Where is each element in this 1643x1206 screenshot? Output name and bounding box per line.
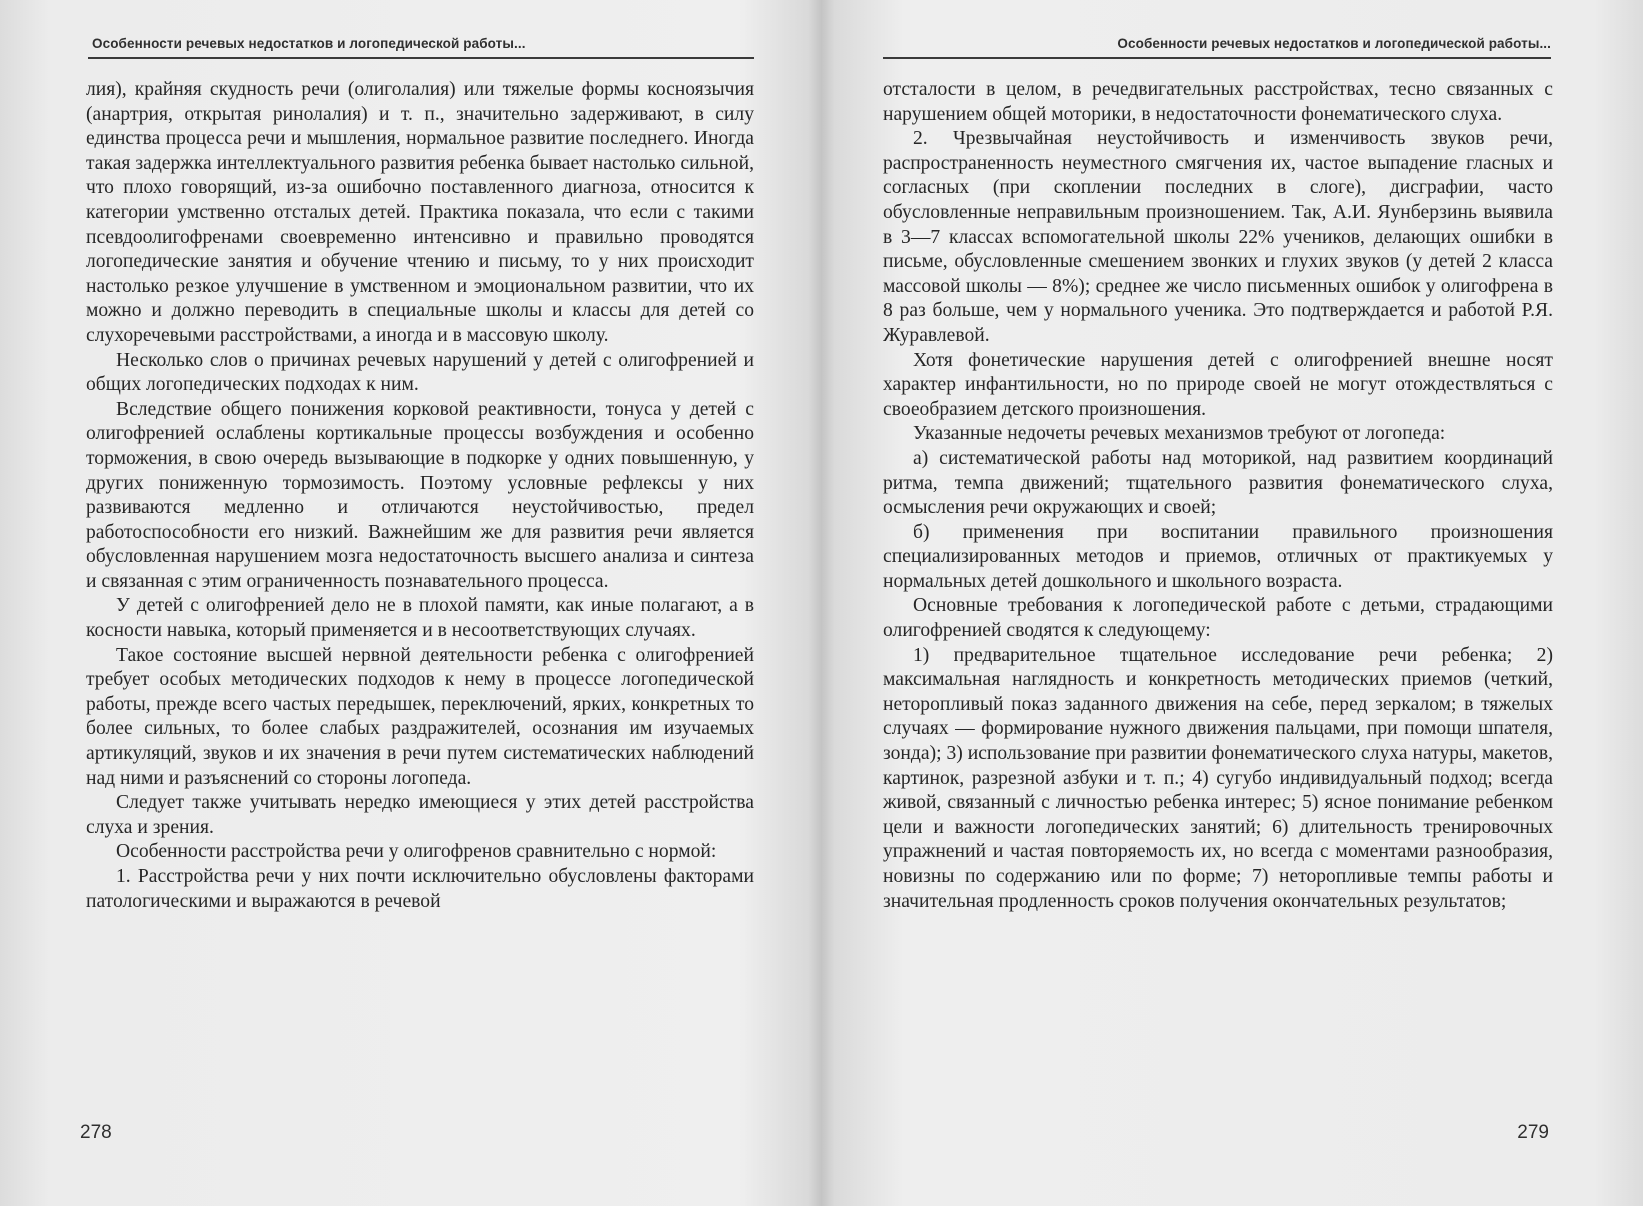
paragraph: Особенности расстройства речи у олигофренов сравнительно с нормой:	[116, 841, 717, 863]
page-body	[86, 78, 754, 914]
paragraph: 1. Расстройства речи у них почти исключительно обусловлены факторами патологическими и выражаются в речевой	[86, 866, 754, 912]
paragraph: Такое состояние высшей нервной деятельности ребенка с олигофренией требует особых методических подходов к нему в процессе логопедической работы, прежде всего частых передышек, переключений, ярких, конкретных то более сильных, то более слабых раздражителей, осознания им изучаемых артикуляций, звуков и их значения в речи путем систематических наблюдений над ними и разъяснений со стороны логопеда.	[86, 644, 754, 789]
paragraph: лия), крайняя скудность речи (олиголалия) или тяжелые формы косноязычия (анартрия, открытая ринолалия) и т. п., значительно задерживают, в силу единства процесса речи и мышления, нормальное развитие последнего. Иногда такая задержка интеллектуального развития ребенка бывает настолько сильной, что плохо говорящий, из-за ошибочно поставленного диагноза, относится к категории умственно отсталых детей. Практика показала, что если с такими псевдоолигофренами своевременно интенсивно и правильно проводятся логопедические занятия и обучение чтению и письму, то у них происходит настолько резкое улучшение в умственном и эмоциональном развитии, что их можно и должно переводить в специальные школы и классы для детей со слухоречевыми расстройствами, а иногда и в массовую школу.	[86, 79, 754, 346]
paragraph: Основные требования к логопедической работе с детьми, страдающими олигофренией сводятся к следующему:	[883, 595, 1553, 642]
header-rule	[88, 57, 754, 59]
paragraph: а) систематической работы над моторикой, над развитием координаций ритма, темпа движений; тщательного развития фонематического слуха, осмысления речи окружающих и своей;	[883, 447, 1553, 519]
paragraph: Хотя фонетические нарушения детей с олигофренией внешне носят характер инфантильности, но по природе своей не могут отождествляться с своеобразием детского произношения.	[883, 349, 1553, 420]
paragraph: б) применения при воспитании правильного произношения специализированных методов и приемов, отличных от практикуемых у нормальных детей дошкольного и школьного возраста.	[883, 521, 1553, 592]
paragraph: отсталости в целом, в речедвигательных расстройствах, тесно связанных с нарушением общей моторики, в недостаточности фонематического слуха.	[883, 79, 1553, 125]
paragraph: Вследствие общего понижения корковой реактивности, тонуса у детей с олигофренией ослаблены кортикальные процессы возбуждения и особенно торможения, в свою очередь вызывающие в подкорке у одних повышенную, у других пониженную тормозимость. Поэтому условные рефлексы у них развиваются медленно и отличаются неустойчивостью, предел работоспособности его низкий. Важнейшим же для развития речи является обусловленная нарушением мозга недостаточность высшего анализа и синтеза и связанная с этим ограниченность познавательного процесса.	[86, 398, 754, 592]
paragraph: 1) предварительное тщательное исследование речи ребенка; 2) максимальная наглядность и конкретность методических приемов (четкий, неторопливый показ заданного движения на себе, перед зеркалом; в тяжелых случаях — формирование нужного движения пальцами, при помощи шпателя, зонда); 3) использование при развитии фонематического слуха натуры, макетов, картинок, разрезной азбуки и т. п.; 4) сугубо индивидуальный подход; всегда живой, связанный с личностью ребенка интерес; 5) ясное понимание ребенком цели и важности логопедических занятий; 6) длительность тренировочных упражнений и частая повторяемость их, но всегда с моментами разнообразия, новизны по содержанию или по форме; 7) неторопливые темпы работы и значительная продленность сроков получения окончательных результатов;	[883, 644, 1553, 912]
page-number: 278	[80, 1122, 112, 1143]
page-number: 279	[1517, 1122, 1549, 1143]
paragraph: Следует также учитывать нередко имеющиеся у этих детей расстройства слуха и зрения.	[86, 792, 754, 838]
header-rule	[883, 57, 1551, 59]
page-body	[883, 78, 1553, 914]
paragraph: У детей с олигофренией дело не в плохой памяти, как иные полагают, а в косности навыка, который применяется и в несоответствующих случаях.	[86, 595, 754, 642]
paragraph: Указанные недочеты речевых механизмов требуют от логопеда:	[913, 423, 1446, 445]
running-head: Особенности речевых недостатков и логопедической работы...	[1117, 36, 1551, 51]
left-page	[0, 0, 821, 1206]
paragraph: 2. Чрезвычайная неустойчивость и изменчивость звуков речи, распространенность неуместного смягчения их, частое выпадение гласных и согласных (при скоплении последних в слоге), дисграфии, часто обусловленные неправильным произношением. Так, А.И. Яунберзинь выявила в 3—7 классах вспомогательной школы 22% учеников, делающих ошибки в письме, обусловленные смешением звонких и глухих звуков (у детей 2 класса массовой школы — 8%); среднее же число письменных ошибок у олигофрена в 8 раз больше, чем у нормального ученика. Это подтверждается и работой Р.Я. Журавлевой.	[883, 128, 1553, 346]
paragraph: Несколько слов о причинах речевых нарушений у детей с олигофренией и общих логопедических подходах к ним.	[86, 349, 754, 396]
right-page	[821, 0, 1643, 1206]
running-head: Особенности речевых недостатков и логопедической работы...	[92, 36, 526, 51]
